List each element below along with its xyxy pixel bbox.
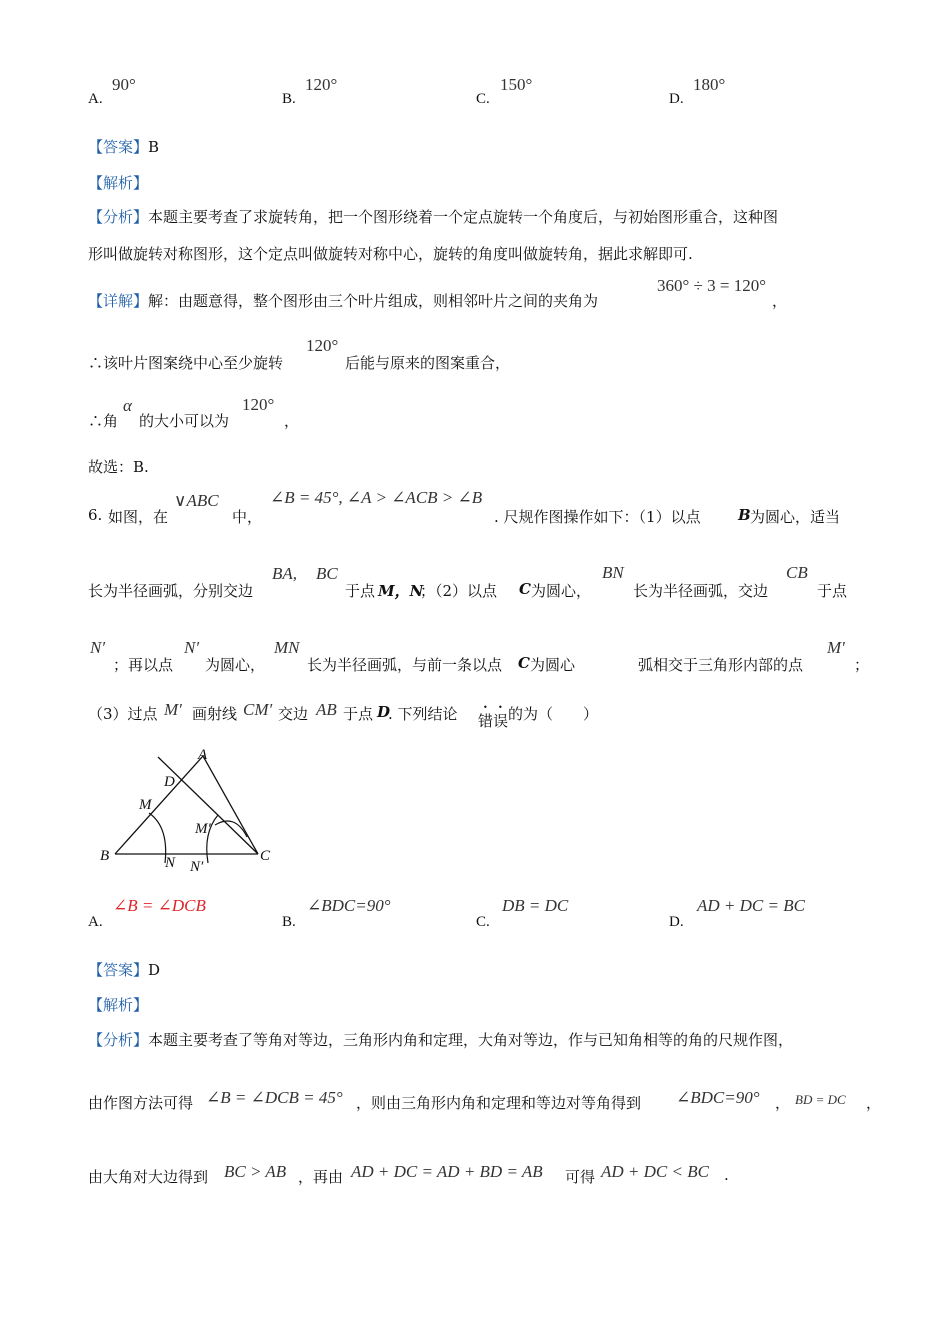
q6-np1: N′ [90,638,106,657]
alpha-math: α [123,396,132,415]
fenxi-text: 本题主要考查了求旋转角，把一个图形绕着一个定点旋转一个角度后，与初始图形重合，这种图 [148,208,779,226]
q6-option-c-letter: C. [476,914,490,930]
q6-point-b: B [738,506,751,524]
q6-condition: ∠B = 45°, ∠A > ∠ACB > ∠B [270,488,483,507]
q6-l2b: ，则由三角形内角和定理和等边对等角得到 [356,1094,642,1112]
q6-option-d-letter: D. [669,914,684,930]
q6-p4c: 交边 [278,705,309,723]
q6-l3-math1: BC > AB [224,1162,287,1181]
q6-np2: N′ [184,638,200,657]
q6-l2-math1: ∠B = ∠DCB = 45° [206,1088,343,1107]
q6-bc: BC [316,564,338,583]
label-np: N′ [190,859,204,875]
q6-p3f: ； [854,656,870,674]
q6-p2c: ；（2）以点 [420,582,498,600]
label-n: N [165,855,176,871]
q5-fenxi-line2: 形叫做旋转对称图形，这个定点叫做旋转对称中心，旋转的角度叫做旋转角，据此求解即可. [88,245,693,263]
q6-mp1: M′ [827,638,845,657]
angle-mid: 的大小可以为 [139,412,230,430]
q6-p1b: 中， [232,508,263,526]
q6-point-c2: C [518,654,530,672]
q6-l3d: . [724,1166,729,1184]
q5-rotate-line [88,352,283,373]
q6-number: 6. [88,506,103,524]
label-m: M [139,797,152,813]
q6-p3a: ；再以点 [113,656,174,674]
fenxi-tag: 【分析】 [88,208,149,226]
q6-l2-math2: ∠BDC=90° [676,1088,760,1107]
q6-option-a-value: ∠B = ∠DCB [113,896,206,915]
rotate-math: 120° [306,336,339,355]
q6-p3c: 长为半径画弧，与前一条以点 [307,656,503,674]
q5-conclusion: 故选：B. [88,458,149,476]
q6-p4f: 的为（ ） [508,705,599,723]
q5-fenxi-line1 [88,206,778,227]
label-mp: M′ [195,821,211,837]
side-ac [203,756,258,854]
analysis-tag: 【解析】 [88,996,149,1014]
q6-p1c: . 尺规作图操作如下：（1）以点 [494,508,701,526]
answer-tag: 【答案】 [88,961,149,979]
q6-option-b-letter: B. [282,914,296,930]
q6-p2f: 于点 [817,582,848,600]
q5-xiangjie-line [88,290,598,311]
answer-value: B [148,138,160,156]
q6-option-b-value: ∠BDC=90° [307,896,391,915]
q5-option-b-value: 120° [305,75,338,94]
q6-cb: CB [786,563,808,582]
q6-bn: BN [602,563,624,582]
q6-p3e: 弧相交于三角形内部的点 [638,656,804,674]
q6-emph-word: 错误 [478,712,509,730]
analysis-tag: 【解析】 [88,174,149,192]
q5-option-c-value: 150° [500,75,533,94]
q6-fenxi-line1 [88,1029,793,1050]
q6-option-d-value: AD + DC = BC [697,896,805,915]
q5-option-d-value: 180° [693,75,726,94]
q6-l2-math3: BD = DC [795,1092,846,1107]
q6-p2a: 长为半径画弧，分别交边 [88,582,254,600]
q5-answer-line [88,136,159,157]
rotate-post: 后能与原来的图案重合， [345,354,511,372]
q6-point-d: D [377,703,391,721]
q5-option-a-value: 90° [112,75,136,94]
xiangjie-text: 解：由题意得，整个图形由三个叶片组成，则相邻叶片之间的夹角为 [148,292,599,310]
rotate-pre: ∴该叶片图案绕中心至少旋转 [88,354,284,372]
q6-cmp: CM′ [243,700,273,719]
label-c: C [260,848,271,864]
label-b: B [100,848,110,864]
q6-mn-seg: MN [274,638,300,657]
q6-p2d: 为圆心， [531,582,592,600]
fenxi-tag: 【分析】 [88,1031,149,1049]
angle-end: ， [284,412,300,430]
arc-np [215,821,247,837]
triangle-diagram [95,745,285,875]
q6-answer-line [88,959,160,980]
xiangjie-math: 360° ÷ 3 = 120° [657,276,767,295]
q5-option-b-letter: B. [282,91,296,107]
q6-l3-math3: AD + DC < BC [601,1162,709,1181]
q6-p4e: . 下列结论 [388,705,458,723]
answer-value: D [148,961,161,979]
side-ab [115,756,203,854]
angle-pre: ∴角 [88,412,119,430]
q6-mp2: M′ [164,700,182,719]
q6-l3-math2: AD + DC = AD + BD = AB [351,1162,543,1181]
q5-option-c-letter: C. [476,91,490,107]
q6-p4b: 画射线 [192,705,238,723]
arc-b [149,813,166,863]
q5-option-a-letter: A. [88,91,103,107]
q6-l2a: 由作图方法可得 [88,1094,194,1112]
q6-p1a: 如图，在 [108,508,169,526]
fenxi-text: 本题主要考查了等角对等边，三角形内角和定理，大角对等边，作与已知角相等的角的尺规作图， [148,1031,794,1049]
xiangjie-end: ， [772,292,788,310]
q6-l2c: ， [775,1094,791,1112]
q6-l2d: ， [866,1094,882,1112]
answer-tag: 【答案】 [88,138,149,156]
q5-option-d-letter: D. [669,91,684,107]
q6-p2e: 长为半径画弧，交边 [633,582,769,600]
q6-p4a: （3）过点 [88,705,158,723]
q6-p1d: 为圆心，适当 [750,508,841,526]
q6-option-a-letter: A. [88,914,103,930]
q6-ab: AB [316,700,337,719]
q6-p3b: 为圆心， [205,656,266,674]
label-d: D [164,774,175,790]
label-a: A [198,747,208,763]
q6-ba: BA, [272,564,298,583]
q6-p2b: 于点 [345,582,376,600]
q6-point-c: C [519,580,531,598]
xiangjie-tag: 【详解】 [88,292,149,310]
q6-p3d: 为圆心 [530,656,576,674]
q6-l3b: ，再由 [298,1168,344,1186]
q6-l3c: 可得 [565,1168,596,1186]
q6-mn: M，N [378,582,424,600]
q6-p4d: 于点 [343,705,374,723]
angle-math: 120° [242,395,275,414]
q6-triangle: ∨ABC [174,491,219,510]
q6-option-c-value: DB = DC [502,896,569,915]
q6-l3a: 由大角对大边得到 [88,1168,209,1186]
